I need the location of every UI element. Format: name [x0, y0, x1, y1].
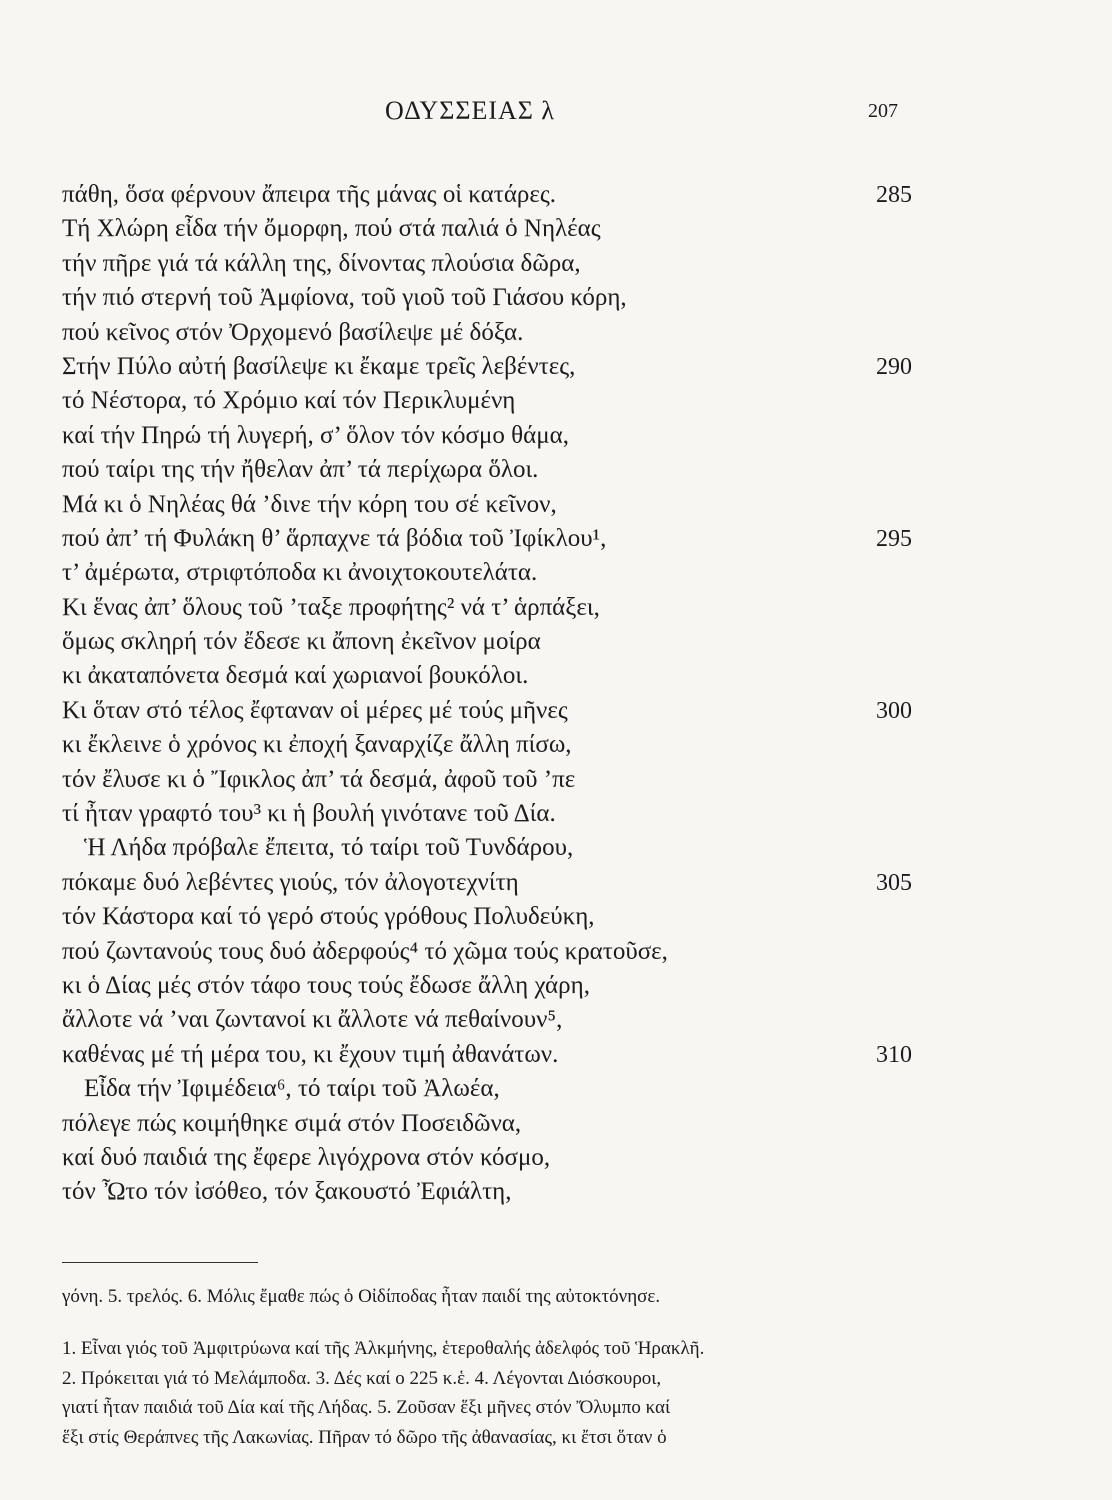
footnote-line: ἕξι στίς Θεράπνες τῆς Λακωνίας. Πῆραν τό δῶρο τῆς ἀθανασίας, κι ἔτσι ὅταν ὁ	[62, 1426, 667, 1448]
footnote-line: 2. Πρόκειται γιά τό Μελάμποδα. 3. Δές καί ο 225 κ.ἑ. 4. Λέγονται Διόσκουροι,	[62, 1367, 662, 1389]
verse-text: πού ἀπ’ τή Φυλάκη θ’ ἅρπαχνε τά βόδια τοῦ Ἰφίκλου¹,	[62, 524, 607, 552]
line-number: 295	[876, 525, 912, 552]
verse-line	[62, 419, 922, 453]
verse-line	[62, 1107, 922, 1141]
verse-line	[62, 281, 922, 315]
verse-text: τόν Ὦτο τόν ἰσόθεο, τόν ξακουστό Ἐφιάλτη,	[62, 1178, 512, 1206]
verse-line	[62, 866, 922, 900]
verse-line	[62, 247, 922, 281]
verse-text: Στήν Πύλο αὐτή βασίλεψε κι ἔκαμε τρεῖς λεβέντες,	[62, 352, 576, 380]
verse-line	[62, 831, 922, 865]
verse-block	[62, 178, 922, 1210]
verse-text: πάθη, ὅσα φέρνουν ἄπειρα τῆς μάνας οἱ κατάρες.	[62, 181, 557, 208]
verse-line	[62, 1072, 922, 1106]
line-number: 310	[876, 1041, 912, 1068]
verse-text: Κι ἕνας ἀπ’ ὅλους τοῦ ’ταξε προφήτης² νά τ’ ἁρπάξει,	[62, 593, 600, 621]
verse-text: τόν Κάστορα καί τό γερό στούς γρόθους Πολυδεύκη,	[62, 903, 595, 931]
line-number: 305	[876, 869, 912, 896]
verse-text: τήν πιό στερνή τοῦ Ἀμφίονα, τοῦ γιοῦ τοῦ Γιάσου κόρη,	[62, 284, 627, 312]
verse-text: καθένας μέ τή μέρα του, κι ἔχουν τιμή ἀθανάτων.	[62, 1040, 559, 1068]
verse-text: καί δυό παιδιά της ἔφερε λιγόχρονα στόν κόσμο,	[62, 1143, 551, 1171]
verse-line	[62, 453, 922, 487]
verse-line	[62, 625, 922, 659]
verse-text: καί τήν Πηρώ τή λυγερή, σ’ ὅλον τόν κόσμο θάμα,	[62, 421, 569, 449]
verse-text: ὅμως σκληρή τόν ἔδεσε κι ἄπονη ἐκεῖνον μοίρα	[62, 628, 541, 656]
line-number: 285	[876, 182, 912, 208]
line-number: 300	[876, 697, 912, 724]
running-title: ΟΔΥΣΣΕΙΑΣ λ	[385, 96, 556, 125]
verse-line	[62, 316, 922, 350]
verse-text: πού ταίρι της τήν ἤθελαν ἀπ’ τά περίχωρα ὅλοι.	[62, 456, 539, 484]
verse-line	[62, 900, 922, 934]
footnote-rule	[62, 1262, 258, 1263]
verse-line	[62, 935, 922, 969]
verse-text: πού κεῖνος στόν Ὀρχομενό βασίλεψε μέ δόξα.	[62, 318, 524, 346]
footnote-line: γιατί ἦταν παιδιά τοῦ Δία καί τῆς Λήδας. 5. Ζοῦσαν ἕξι μῆνες στόν Ὄλυμπο καί	[62, 1397, 671, 1418]
verse-text: πόκαμε δυό λεβέντες γιούς, τόν ἀλογοτεχνίτη	[62, 868, 519, 896]
verse-line	[62, 1175, 922, 1209]
verse-text: Ἡ Λήδα πρόβαλε ἔπειτα, τό ταίρι τοῦ Τυνδάρου,	[84, 834, 574, 862]
verse-line	[62, 178, 922, 212]
verse-line	[62, 350, 922, 384]
verse-line	[62, 797, 922, 831]
verse-text: κι ἔκλεινε ὁ χρόνος κι ἐποχή ξαναρχίζε ἄλλη πίσω,	[62, 731, 572, 759]
footnote-continuation: γόνη. 5. τρελός. 6. Μόλις ἔμαθε πώς ὁ Οἰδίποδας ἦταν παιδί της αὐτοκτόνησε.	[62, 1286, 661, 1307]
verse-line	[62, 763, 922, 797]
verse-text: τό Νέστορα, τό Χρόμιο καί τόν Περικλυμένη	[62, 387, 516, 415]
verse-text: Κι ὅταν στό τέλος ἔφταναν οἱ μέρες μέ τούς μῆνες	[62, 696, 568, 724]
verse-text: Εἶδα τήν Ἰφιμέδεια⁶, τό ταίρι τοῦ Ἀλωέα,	[84, 1075, 500, 1103]
verse-line	[62, 728, 922, 762]
verse-text: τ’ ἀμέρωτα, στριφτόποδα κι ἀνοιχτοκουτελάτα.	[62, 559, 538, 587]
verse-text: Τή Χλώρη εἶδα τήν ὄμορφη, πού στά παλιά ὁ Νηλέας	[62, 215, 601, 243]
verse-line	[62, 694, 922, 728]
verse-text: πού ζωντανούς τους δυό ἀδερφούς⁴ τό χῶμα τούς κρατοῦσε,	[62, 937, 668, 965]
verse-line	[62, 1141, 922, 1175]
verse-text: κι ἀκαταπόνετα δεσμά καί χωριανοί βουκόλοι.	[62, 662, 529, 690]
footnotes	[62, 1334, 922, 1452]
verse-text: κι ὁ Δίας μές στόν τάφο τους τούς ἔδωσε ἄλλη χάρη,	[62, 971, 590, 999]
verse-line	[62, 659, 922, 693]
verse-text: τί ἦταν γραφτό του³ κι ἡ βουλή γινότανε τοῦ Δία.	[62, 800, 556, 828]
page-number: 207	[868, 100, 898, 122]
line-number: 290	[876, 353, 912, 380]
verse-line	[62, 969, 922, 1003]
verse-line	[62, 384, 922, 418]
verse-text: πόλεγε πώς κοιμήθηκε σιμά στόν Ποσειδῶνα,	[62, 1109, 522, 1137]
verse-line	[62, 522, 922, 556]
verse-line	[62, 212, 922, 246]
verse-line	[62, 556, 922, 590]
verse-text: ἄλλοτε νά ’ναι ζωντανοί κι ἄλλοτε νά πεθαίνουν⁵,	[62, 1006, 563, 1034]
verse-text: τήν πῆρε γιά τά κάλλη της, δίνοντας πλούσια δῶρα,	[62, 249, 581, 277]
verse-line	[62, 591, 922, 625]
running-head	[0, 96, 1112, 136]
verse-text: Μά κι ὁ Νηλέας θά ’δινε τήν κόρη του σέ κεῖνον,	[62, 490, 557, 518]
verse-line	[62, 1038, 922, 1072]
verse-text: τόν ἔλυσε κι ὁ Ἴφικλος ἀπ’ τά δεσμά, ἀφοῦ τοῦ ’πε	[62, 765, 576, 793]
footnote-line: 1. Εἶναι γιός τοῦ Ἀμφιτρύωνα καί τῆς Ἀλκμήνης, ἑτεροθαλής ἀδελφός τοῦ Ἡρακλῆ.	[62, 1338, 705, 1359]
verse-line	[62, 488, 922, 522]
verse-line	[62, 1003, 922, 1037]
